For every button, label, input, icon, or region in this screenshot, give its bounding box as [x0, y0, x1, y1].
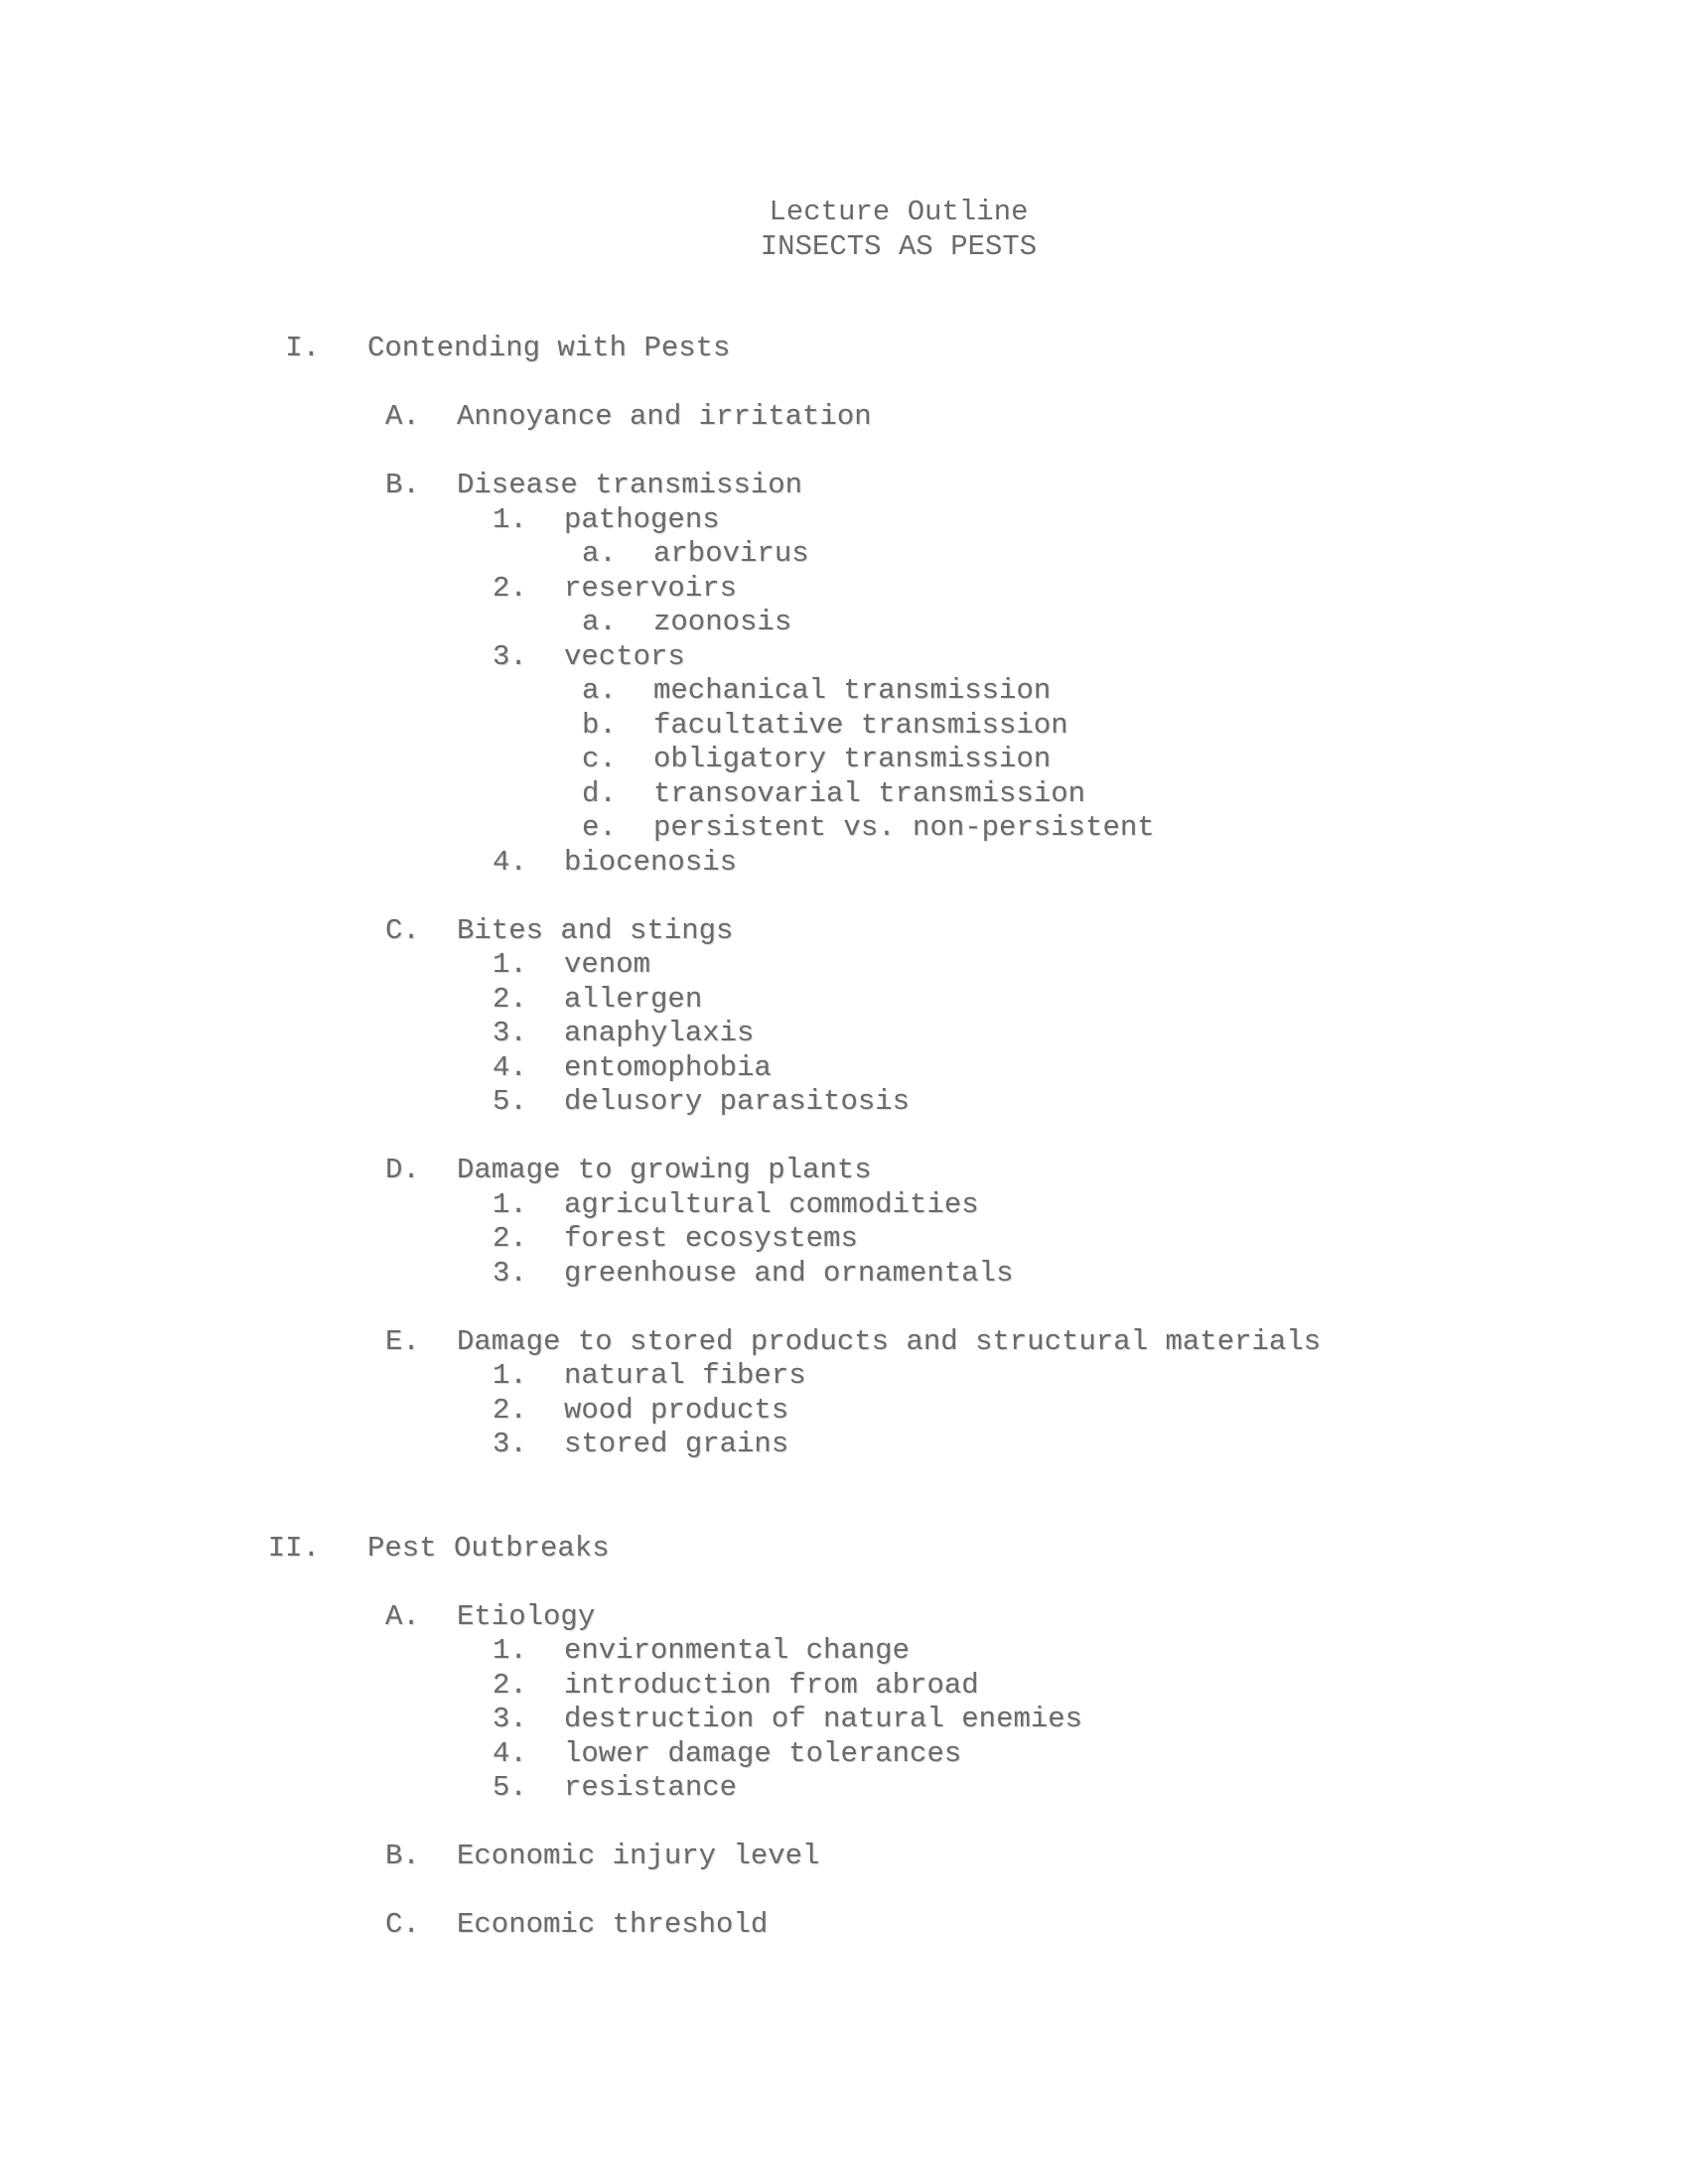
- page-title: Lecture Outline: [769, 196, 1029, 228]
- list-item-number: 5.: [492, 1771, 527, 1804]
- subsection-heading-number: B.: [385, 1840, 420, 1872]
- subsection-heading-text: Damage to growing plants: [457, 1154, 872, 1186]
- list-item-text: introduction from abroad: [564, 1668, 979, 1702]
- list-item-number: 3.: [492, 639, 527, 673]
- list-subitem-text: mechanical transmission: [653, 674, 1052, 707]
- section-heading-text: Contending with Pests: [367, 332, 731, 364]
- list-subitem-number: a.: [582, 537, 617, 570]
- list-subitem-number: a.: [582, 674, 617, 707]
- list-subitem-text: arbovirus: [653, 537, 809, 570]
- list-item-number: 2.: [492, 982, 527, 1016]
- list-item-number: 4.: [492, 1736, 527, 1770]
- list-item-number: 2.: [492, 571, 527, 605]
- list-item-number: 2.: [492, 1222, 527, 1255]
- section-heading-text: Pest Outbreaks: [367, 1531, 610, 1565]
- list-item-text: resistance: [564, 1771, 738, 1804]
- list-item-text: anaphylaxis: [564, 1017, 755, 1049]
- list-item-number: 3.: [492, 1428, 527, 1460]
- subsection-heading-number: B.: [385, 469, 420, 501]
- list-item-number: 1.: [492, 1634, 527, 1667]
- list-subitem-number: d.: [582, 776, 617, 810]
- subsection-heading-text: Etiology: [457, 1599, 596, 1633]
- section-heading-number: I.: [285, 332, 320, 364]
- list-item-text: agricultural commodities: [564, 1187, 979, 1221]
- list-item-text: biocenosis: [564, 845, 738, 879]
- list-item-number: 4.: [492, 1050, 527, 1084]
- subsection-heading-text: Damage to stored products and structural materials: [457, 1324, 1322, 1358]
- list-item-text: greenhouse and ornamentals: [564, 1256, 1014, 1290]
- subsection-heading-number: D.: [385, 1154, 420, 1186]
- subsection-heading-number: C.: [385, 913, 420, 947]
- list-item-text: venom: [564, 948, 651, 981]
- list-item-number: 2.: [492, 1668, 527, 1702]
- list-item-number: 3.: [492, 1256, 527, 1290]
- subsection-heading-number: A.: [385, 1599, 420, 1633]
- list-subitem-text: obligatory transmission: [653, 743, 1052, 775]
- list-item-text: environmental change: [564, 1634, 911, 1667]
- list-subitem-text: zoonosis: [653, 606, 792, 638]
- list-subitem-number: c.: [582, 743, 617, 775]
- list-subitem-number: a.: [582, 606, 617, 638]
- list-item-text: delusory parasitosis: [564, 1085, 911, 1118]
- list-item-text: stored grains: [564, 1428, 789, 1460]
- subsection-heading-number: A.: [385, 400, 420, 433]
- subsection-heading-text: Annoyance and irritation: [457, 400, 872, 433]
- section-heading-number: II.: [267, 1531, 320, 1565]
- list-item-number: 1.: [492, 502, 527, 536]
- subsection-heading-text: Disease transmission: [457, 469, 803, 501]
- list-item-text: destruction of natural enemies: [564, 1703, 1083, 1735]
- list-subitem-number: b.: [582, 708, 617, 742]
- list-item-text: allergen: [564, 982, 703, 1016]
- list-item-text: lower damage tolerances: [564, 1736, 962, 1770]
- list-item-number: 1.: [492, 1359, 527, 1392]
- subsection-heading-text: Economic threshold: [457, 1908, 769, 1941]
- list-subitem-number: e.: [582, 811, 617, 844]
- list-item-text: pathogens: [564, 502, 720, 536]
- page-subtitle: INSECTS AS PESTS: [760, 230, 1038, 263]
- list-subitem-text: facultative transmission: [653, 708, 1068, 742]
- list-subitem-text: transovarial transmission: [653, 776, 1086, 810]
- subsection-heading-text: Bites and stings: [457, 913, 734, 947]
- list-item-number: 4.: [492, 845, 527, 879]
- list-item-number: 5.: [492, 1085, 527, 1118]
- subsection-heading-number: C.: [385, 1908, 420, 1941]
- list-item-number: 1.: [492, 948, 527, 981]
- list-item-number: 1.: [492, 1187, 527, 1221]
- list-item-text: wood products: [564, 1393, 789, 1427]
- list-item-text: reservoirs: [564, 571, 738, 605]
- list-item-text: vectors: [564, 639, 685, 673]
- list-item-number: 3.: [492, 1703, 527, 1735]
- list-subitem-text: persistent vs. non-persistent: [653, 811, 1155, 844]
- list-item-text: natural fibers: [564, 1359, 806, 1392]
- document-header: [0, 195, 1688, 264]
- list-item-number: 2.: [492, 1393, 527, 1427]
- subsection-heading-text: Economic injury level: [457, 1840, 820, 1872]
- list-item-text: forest ecosystems: [564, 1222, 858, 1255]
- subsection-heading-number: E.: [385, 1324, 420, 1358]
- list-item-number: 3.: [492, 1017, 527, 1049]
- list-item-text: entomophobia: [564, 1050, 772, 1084]
